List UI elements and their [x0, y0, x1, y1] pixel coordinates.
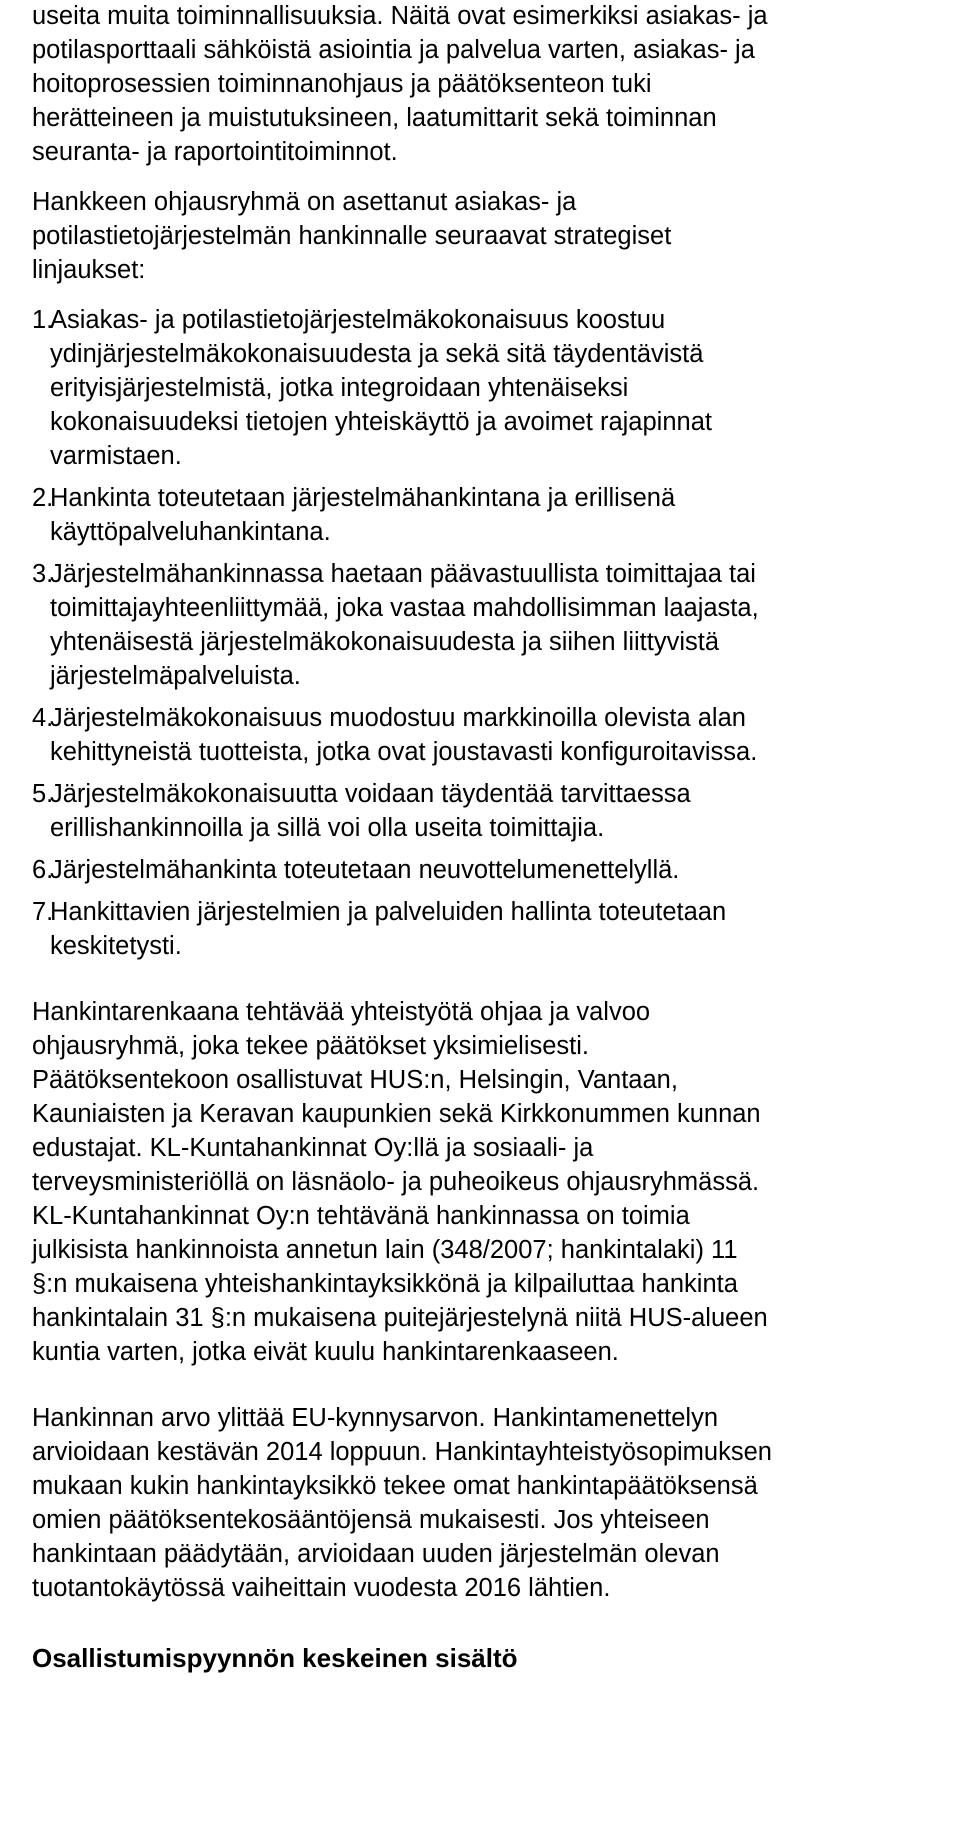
section-heading: Osallistumispyynnön keskeinen sisältö	[32, 1643, 518, 1673]
list-item-line: Hankinta toteutetaan järjestelmähankintana ja erillisenä	[50, 484, 676, 512]
text-line: herätteineen ja muistutuksineen, laatumittarit sekä toiminnan	[32, 104, 717, 132]
list-item-number: 3.	[32, 560, 54, 588]
list-item-line: Asiakas- ja potilastietojärjestelmäkokonaisuus koostuu	[50, 306, 666, 334]
list-item-line: Järjestelmähankinta toteutetaan neuvottelumenettelyllä.	[50, 856, 680, 884]
text-line: omien päätöksentekosääntöjensä mukaisesti. Jos yhteiseen	[32, 1506, 710, 1534]
text-line: useita muita toiminnallisuuksia. Näitä ovat esimerkiksi asiakas- ja	[32, 2, 768, 30]
list-item-number: 5.	[32, 780, 54, 808]
list-item-line: käyttöpalveluhankintana.	[50, 518, 331, 546]
list-item-number: 1.	[32, 306, 54, 334]
text-line: potilasporttaali sähköistä asiointia ja palvelua varten, asiakas- ja	[32, 36, 755, 64]
text-line: tuotantokäytössä vaiheittain vuodesta 2016 lähtien.	[32, 1574, 611, 1602]
text-line: potilastietojärjestelmän hankinnalle seuraavat strategiset	[32, 222, 672, 250]
text-line: julkisista hankinnoista annetun lain (348/2007; hankintalaki) 11	[32, 1236, 738, 1264]
list-item-line: yhtenäisestä järjestelmäkokonaisuudesta ja siihen liittyvistä	[50, 628, 720, 656]
list-item-line: järjestelmäpalveluista.	[50, 662, 301, 690]
text-line: hankintaan päädytään, arvioidaan uuden järjestelmän olevan	[32, 1540, 720, 1568]
text-line: edustajat. KL-Kuntahankinnat Oy:llä ja sosiaali- ja	[32, 1134, 594, 1162]
text-line: linjaukset:	[32, 256, 146, 284]
list-item-line: kokonaisuudeksi tietojen yhteiskäyttö ja avoimet rajapinnat	[50, 408, 712, 436]
text-line: Kauniaisten ja Keravan kaupunkien sekä Kirkkonummen kunnan	[32, 1100, 761, 1128]
text-line: terveysministeriöllä on läsnäolo- ja puheoikeus ohjausryhmässä.	[32, 1168, 760, 1196]
text-line: KL-Kuntahankinnat Oy:n tehtävänä hankinnassa on toimia	[32, 1202, 690, 1230]
text-line: Hankkeen ohjausryhmä on asettanut asiakas- ja	[32, 188, 577, 216]
text-line: hoitoprosessien toiminnanohjaus ja päätöksenteon tuki	[32, 70, 652, 98]
text-line: Hankintarenkaana tehtävää yhteistyötä ohjaa ja valvoo	[32, 998, 651, 1026]
list-item-number: 2.	[32, 484, 54, 512]
text-line: mukaan kukin hankintayksikkö tekee omat hankintapäätöksensä	[32, 1472, 758, 1500]
list-item-line: erillishankinnoilla ja sillä voi olla useita toimittajia.	[50, 814, 605, 842]
list-item-line: Hankittavien järjestelmien ja palveluiden hallinta toteutetaan	[50, 898, 727, 926]
text-line: kuntia varten, jotka eivät kuulu hankintarenkaaseen.	[32, 1338, 619, 1366]
text-line: seuranta- ja raportointitoiminnot.	[32, 138, 398, 166]
list-item-number: 7.	[32, 898, 54, 926]
text-line: Päätöksentekoon osallistuvat HUS:n, Helsingin, Vantaan,	[32, 1066, 678, 1094]
list-item-line: ydinjärjestelmäkokonaisuudesta ja sekä sitä täydentävistä	[50, 340, 704, 368]
list-item-line: Järjestelmäkokonaisuus muodostuu markkinoilla olevista alan	[50, 704, 746, 732]
text-line: §:n mukaisena yhteishankintayksikkönä ja kilpailuttaa hankinta	[32, 1270, 738, 1298]
list-item-number: 6.	[32, 856, 54, 884]
text-line: arvioidaan kestävän 2014 loppuun. Hankintayhteistyösopimuksen	[32, 1438, 772, 1466]
list-item-line: keskitetysti.	[50, 932, 182, 960]
list-item-number: 4.	[32, 704, 54, 732]
list-item-line: varmistaen.	[50, 442, 182, 470]
list-item-line: Järjestelmäkokonaisuutta voidaan täydentää tarvittaessa	[50, 780, 691, 808]
text-line: ohjausryhmä, joka tekee päätökset yksimielisesti.	[32, 1032, 590, 1060]
list-item-line: toimittajayhteenliittymää, joka vastaa mahdollisimman laajasta,	[50, 594, 759, 622]
text-line: hankintalain 31 §:n mukaisena puitejärjestelynä niitä HUS-alueen	[32, 1304, 768, 1332]
list-item-line: erityisjärjestelmistä, jotka integroidaan yhtenäiseksi	[50, 374, 629, 402]
list-item-line: Järjestelmähankinnassa haetaan päävastuullista toimittajaa tai	[50, 560, 756, 588]
list-item-line: kehittyneistä tuotteista, jotka ovat joustavasti konfiguroitavissa.	[50, 738, 758, 766]
text-line: Hankinnan arvo ylittää EU-kynnysarvon. Hankintamenettelyn	[32, 1404, 719, 1432]
